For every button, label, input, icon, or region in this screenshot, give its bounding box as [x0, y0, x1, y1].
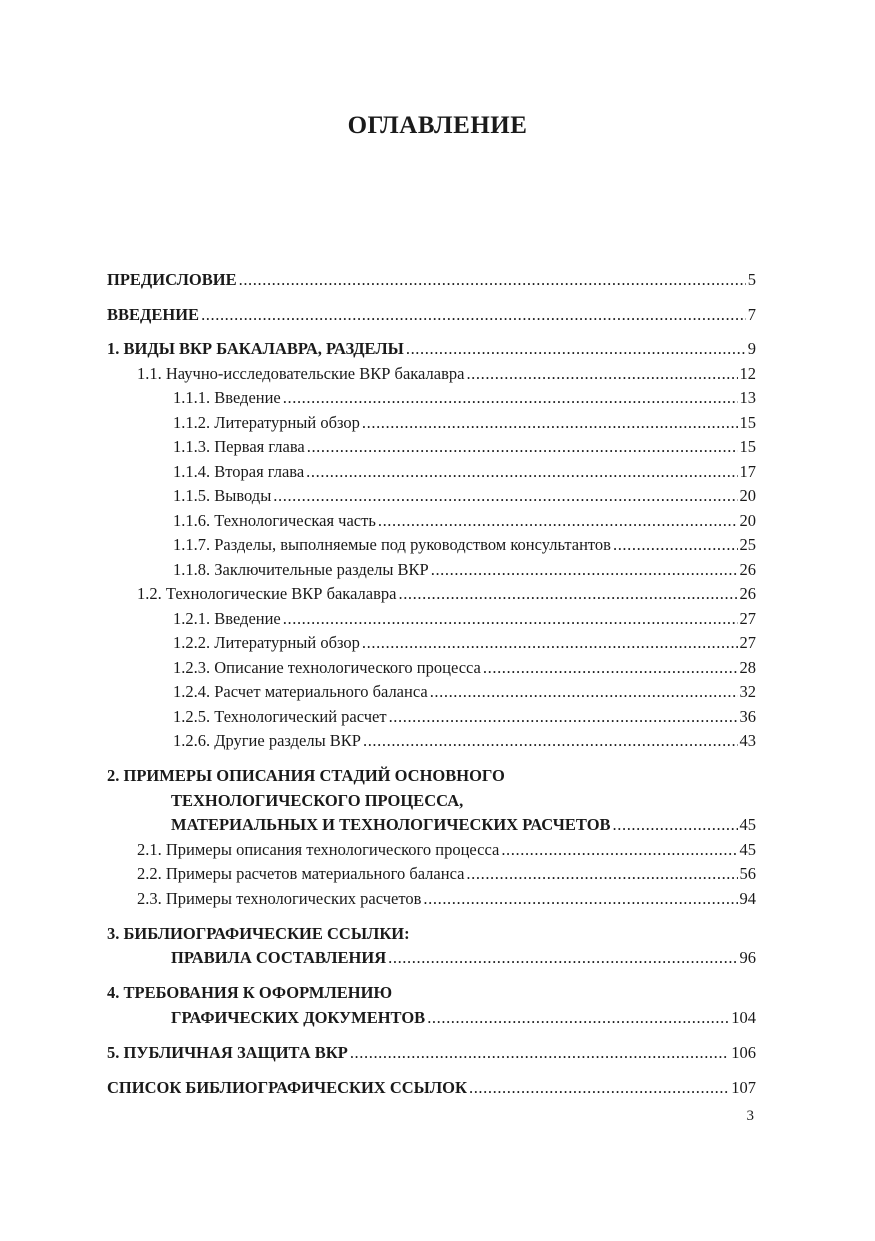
toc-entry-1-2-5[interactable] — [107, 705, 756, 730]
dot-leader — [201, 303, 746, 328]
toc-label: ВВЕДЕНИЕ — [107, 304, 200, 324]
dot-leader — [466, 862, 737, 887]
toc-label: 1.1.6. Технологическая часть — [173, 510, 376, 530]
toc-label: 2.3. Примеры технологических расчетов — [137, 888, 422, 908]
toc-entry-chapter-4[interactable] — [107, 981, 756, 1030]
page-number: 3 — [746, 1108, 754, 1124]
toc-label: 1.1.3. Первая глава — [173, 437, 305, 456]
toc-entry-1-1-6[interactable] — [107, 509, 756, 534]
toc-label: 1.1.2. Литературный обзор — [173, 412, 360, 432]
dot-leader — [362, 631, 738, 656]
dot-leader — [363, 729, 738, 754]
toc-entry-intro[interactable] — [107, 303, 756, 328]
toc-page: 15 — [739, 412, 756, 432]
toc-entry-chapter-5[interactable] — [107, 1041, 756, 1066]
toc-page: 7 — [747, 304, 756, 324]
toc-page: 17 — [739, 461, 756, 481]
dot-leader — [431, 558, 738, 583]
toc-label-line-2: ТЕХНОЛОГИЧЕСКОГО ПРОЦЕССА, — [171, 790, 464, 810]
toc-page: 9 — [747, 339, 756, 358]
toc-label: 1.1.5. Выводы — [173, 486, 272, 505]
toc-entry-1-2-3[interactable] — [107, 656, 756, 681]
toc-entry-1-2-6[interactable] — [107, 729, 756, 754]
toc-label-line-3: МАТЕРИАЛЬНЫХ И ТЕХНОЛОГИЧЕСКИХ РАСЧЕТОВ — [171, 815, 611, 834]
toc-page: 36 — [739, 706, 756, 726]
toc-entry-1-1[interactable] — [107, 362, 756, 387]
toc-label: 1.2.5. Технологический расчет — [173, 706, 387, 726]
toc-label-line-2-row — [107, 1006, 756, 1031]
toc-label-line-2: ГРАФИЧЕСКИХ ДОКУМЕНТОВ — [171, 1007, 426, 1027]
toc-entry-1-2[interactable] — [107, 582, 756, 607]
toc-page: 27 — [739, 633, 756, 652]
toc-entry-chapter-3[interactable] — [107, 922, 756, 971]
toc-label: 1.2.2. Литературный обзор — [173, 633, 360, 652]
table-of-contents — [107, 268, 756, 1100]
toc-page: 26 — [739, 559, 756, 579]
dot-leader — [283, 607, 738, 632]
dot-leader — [423, 887, 737, 912]
toc-page: 15 — [739, 437, 756, 456]
toc-label: 1.2.6. Другие разделы ВКР — [173, 731, 361, 750]
toc-entry-1-2-2[interactable] — [107, 631, 756, 656]
dot-leader — [306, 460, 737, 485]
dot-leader — [613, 813, 738, 838]
toc-label: СПИСОК БИБЛИОГРАФИЧЕСКИХ ССЫЛОК — [107, 1077, 467, 1097]
dot-leader — [378, 509, 738, 534]
toc-page: 20 — [739, 486, 756, 505]
toc-label: 1.1.8. Заключительные разделы ВКР — [173, 559, 429, 579]
toc-label: 1.2.4. Расчет материального баланса — [173, 682, 428, 701]
toc-entry-1-1-1[interactable] — [107, 386, 756, 411]
dot-leader — [398, 582, 737, 607]
dot-leader — [406, 337, 746, 362]
toc-label: ПРЕДИСЛОВИЕ — [107, 270, 237, 289]
toc-entry-2-2[interactable] — [107, 862, 756, 887]
toc-label-line-2: ПРАВИЛА СОСТАВЛЕНИЯ — [171, 948, 387, 967]
toc-entry-1-2-1[interactable] — [107, 607, 756, 632]
toc-entry-preface[interactable] — [107, 268, 756, 293]
toc-label: 5. ПУБЛИЧНАЯ ЗАЩИТА ВКР — [107, 1042, 348, 1062]
toc-page: 32 — [739, 682, 756, 701]
toc-label-line-3-row — [107, 813, 756, 838]
dot-leader — [430, 680, 738, 705]
toc-label: 1.1.1. Введение — [173, 388, 281, 407]
dot-leader — [362, 411, 738, 436]
toc-page: 106 — [731, 1042, 756, 1062]
toc-page: 94 — [739, 888, 756, 908]
toc-entry-chapter-2[interactable] — [107, 764, 756, 838]
toc-entry-1-1-3[interactable] — [107, 435, 756, 460]
toc-entry-2-3[interactable] — [107, 887, 756, 912]
toc-page: 56 — [739, 864, 756, 883]
toc-entry-1-2-4[interactable] — [107, 680, 756, 705]
dot-leader — [466, 362, 737, 387]
dot-leader — [283, 386, 738, 411]
toc-label: 1.1. Научно-исследовательские ВКР бакалавра — [137, 363, 465, 383]
toc-page: 104 — [731, 1007, 756, 1027]
dot-leader — [388, 946, 737, 971]
toc-page: 43 — [739, 731, 756, 750]
toc-entry-references[interactable] — [107, 1076, 756, 1101]
toc-entry-1-1-2[interactable] — [107, 411, 756, 436]
toc-label: 1.2.1. Введение — [173, 608, 281, 628]
toc-page: 25 — [739, 535, 756, 554]
toc-entry-1-1-8[interactable] — [107, 558, 756, 583]
dot-leader — [307, 435, 738, 460]
toc-page: 5 — [747, 270, 756, 289]
toc-page: 107 — [731, 1077, 756, 1097]
toc-label: 1.2.3. Описание технологического процесса — [173, 657, 481, 677]
dot-leader — [501, 838, 737, 863]
toc-entry-2-1[interactable] — [107, 838, 756, 863]
toc-label: 1.2. Технологические ВКР бакалавра — [137, 584, 397, 603]
toc-page: 26 — [739, 584, 756, 603]
toc-page: 45 — [739, 839, 756, 859]
toc-label-line-2-row — [107, 946, 756, 971]
page-title: ОГЛАВЛЕНИЕ — [347, 112, 528, 139]
dot-leader — [350, 1041, 729, 1066]
toc-label: 2.1. Примеры описания технологического процесса — [137, 839, 500, 859]
toc-label: 1.1.4. Вторая глава — [173, 461, 305, 481]
toc-label: 1.1.7. Разделы, выполняемые под руководством консультантов — [173, 535, 611, 554]
toc-entry-chapter-1[interactable] — [107, 337, 756, 362]
toc-label: 1. ВИДЫ ВКР БАКАЛАВРА, РАЗДЕЛЫ — [107, 339, 404, 358]
dot-leader — [427, 1006, 729, 1031]
toc-entry-1-1-5[interactable] — [107, 484, 756, 509]
dot-leader — [613, 533, 738, 558]
dot-leader — [483, 656, 738, 681]
toc-entry-1-1-4[interactable] — [107, 460, 756, 485]
toc-page: 96 — [739, 948, 756, 967]
toc-label-line-1: 3. БИБЛИОГРАФИЧЕСКИЕ ССЫЛКИ: — [107, 923, 410, 943]
toc-page: 27 — [739, 608, 756, 628]
toc-label: 2.2. Примеры расчетов материального баланса — [137, 864, 465, 883]
toc-page: 13 — [739, 388, 756, 407]
toc-entry-1-1-7[interactable] — [107, 533, 756, 558]
toc-label-line-1: 2. ПРИМЕРЫ ОПИСАНИЯ СТАДИЙ ОСНОВНОГО — [107, 766, 505, 785]
toc-label-line-1: 4. ТРЕБОВАНИЯ К ОФОРМЛЕНИЮ — [107, 983, 393, 1002]
toc-page: 28 — [739, 657, 756, 677]
toc-page: 20 — [739, 510, 756, 530]
dot-leader — [469, 1076, 729, 1101]
toc-page: 12 — [739, 363, 756, 383]
dot-leader — [273, 484, 737, 509]
dot-leader — [389, 705, 738, 730]
toc-page: 45 — [739, 815, 756, 834]
dot-leader — [239, 268, 746, 293]
